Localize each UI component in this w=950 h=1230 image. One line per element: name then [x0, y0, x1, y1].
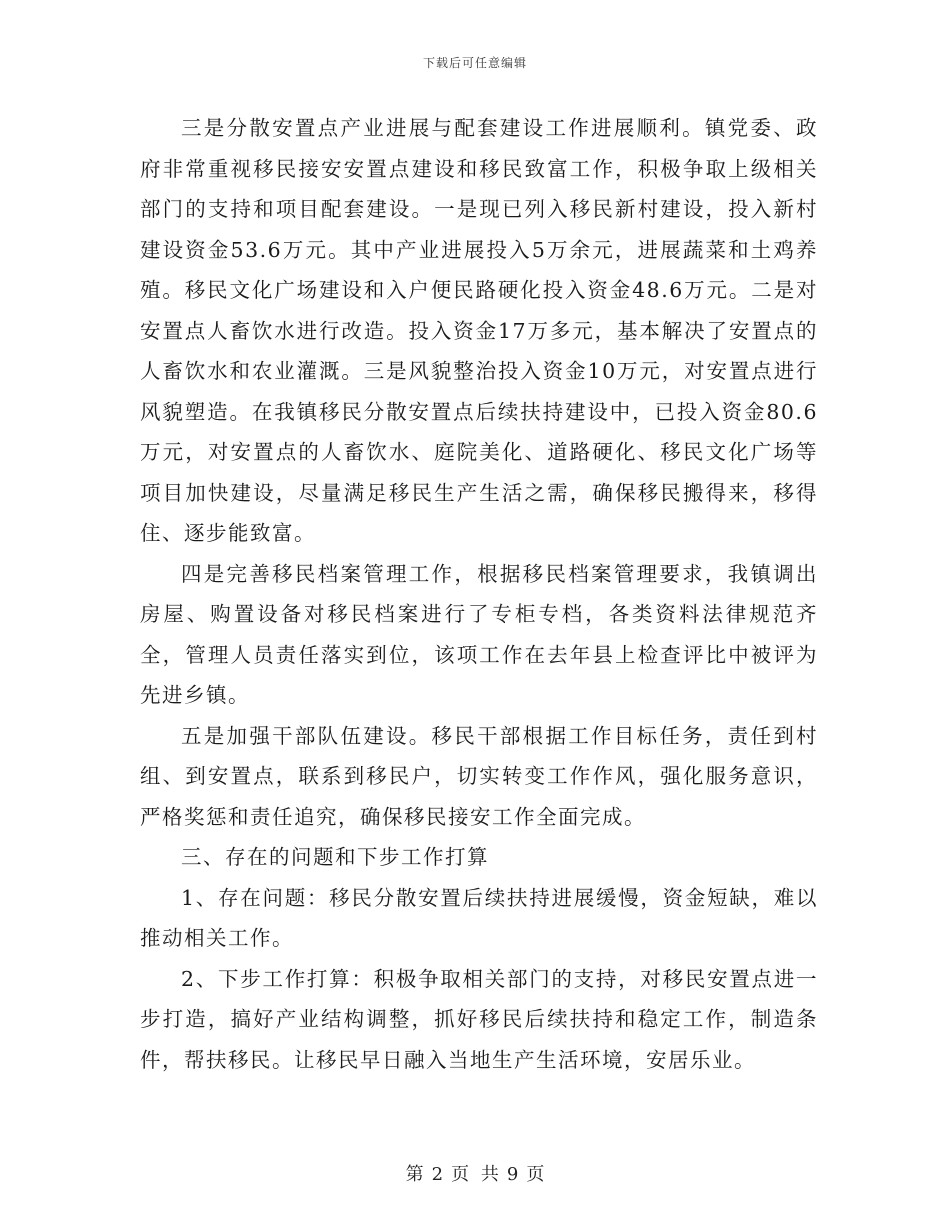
document-body [140, 108, 818, 1080]
paragraph-archive-management: 四是完善移民档案管理工作，根据移民档案管理要求，我镇调出房屋、购置设备对移民档案进行了专柜专档，各类资料法律规范齐全，管理人员责任落实到位，该项工作在去年县上检查评比中被评为先进乡镇。 [140, 561, 818, 707]
total-pages-number: 9 [506, 1164, 519, 1185]
header-note: 下载后可任意编辑 [422, 56, 527, 70]
paragraph-resettlement-construction: 三是分散安置点产业进展与配套建设工作进展顺利。镇党委、政府非常重视移民接安安置点建设和移民致富工作，积极争取上级相关部门的支持和项目配套建设。一是现已列入移民新村建设，投入新村建设资金53.6万元。其中产业进展投入5万余元，进展蔬菜和土鸡养殖。移民文化广场建设和入户便民路硬化投入资金48.6万元。二是对安置点人畜饮水进行改造。投入资金17万多元，基本解决了安置点的人畜饮水和农业灌溉。三是风貌整治投入资金10万元，对安置点进行风貌塑造。在我镇移民分散安置点后续扶持建设中，已投入资金80.6万元，对安置点的人畜饮水、庭院美化、道路硬化、移民文化广场等项目加快建设，尽量满足移民生产生活之需，确保移民搬得来，移得住、逐步能致富。 [140, 116, 818, 545]
section-heading-problems-plans: 三、存在的问题和下步工作打算 [181, 845, 489, 869]
paragraph-cadre-building: 五是加强干部队伍建设。移民干部根据工作目标任务，责任到村组、到安置点，联系到移民户，切实转变工作作风，强化服务意识，严格奖惩和责任追究，确保移民接安工作全面完成。 [140, 723, 818, 829]
page-prefix: 第 [405, 1164, 424, 1185]
paragraph-next-steps: 2、下步工作打算：积极争取相关部门的支持，对移民安置点进一步打造，搞好产业结构调整，抓好移民后续扶持和稳定工作，制造条件，帮扶移民。让移民早日融入当地生产生活环境，安居乐业。 [140, 966, 818, 1072]
paragraph-existing-problems: 1、存在问题：移民分散安置后续扶持进展缓慢，资金短缺，难以推动相关工作。 [140, 885, 818, 950]
page-number-footer [0, 1160, 950, 1186]
current-page-number: 2 [431, 1164, 444, 1185]
page-middle: 页 共 [451, 1164, 499, 1185]
page-suffix: 页 [526, 1164, 545, 1185]
